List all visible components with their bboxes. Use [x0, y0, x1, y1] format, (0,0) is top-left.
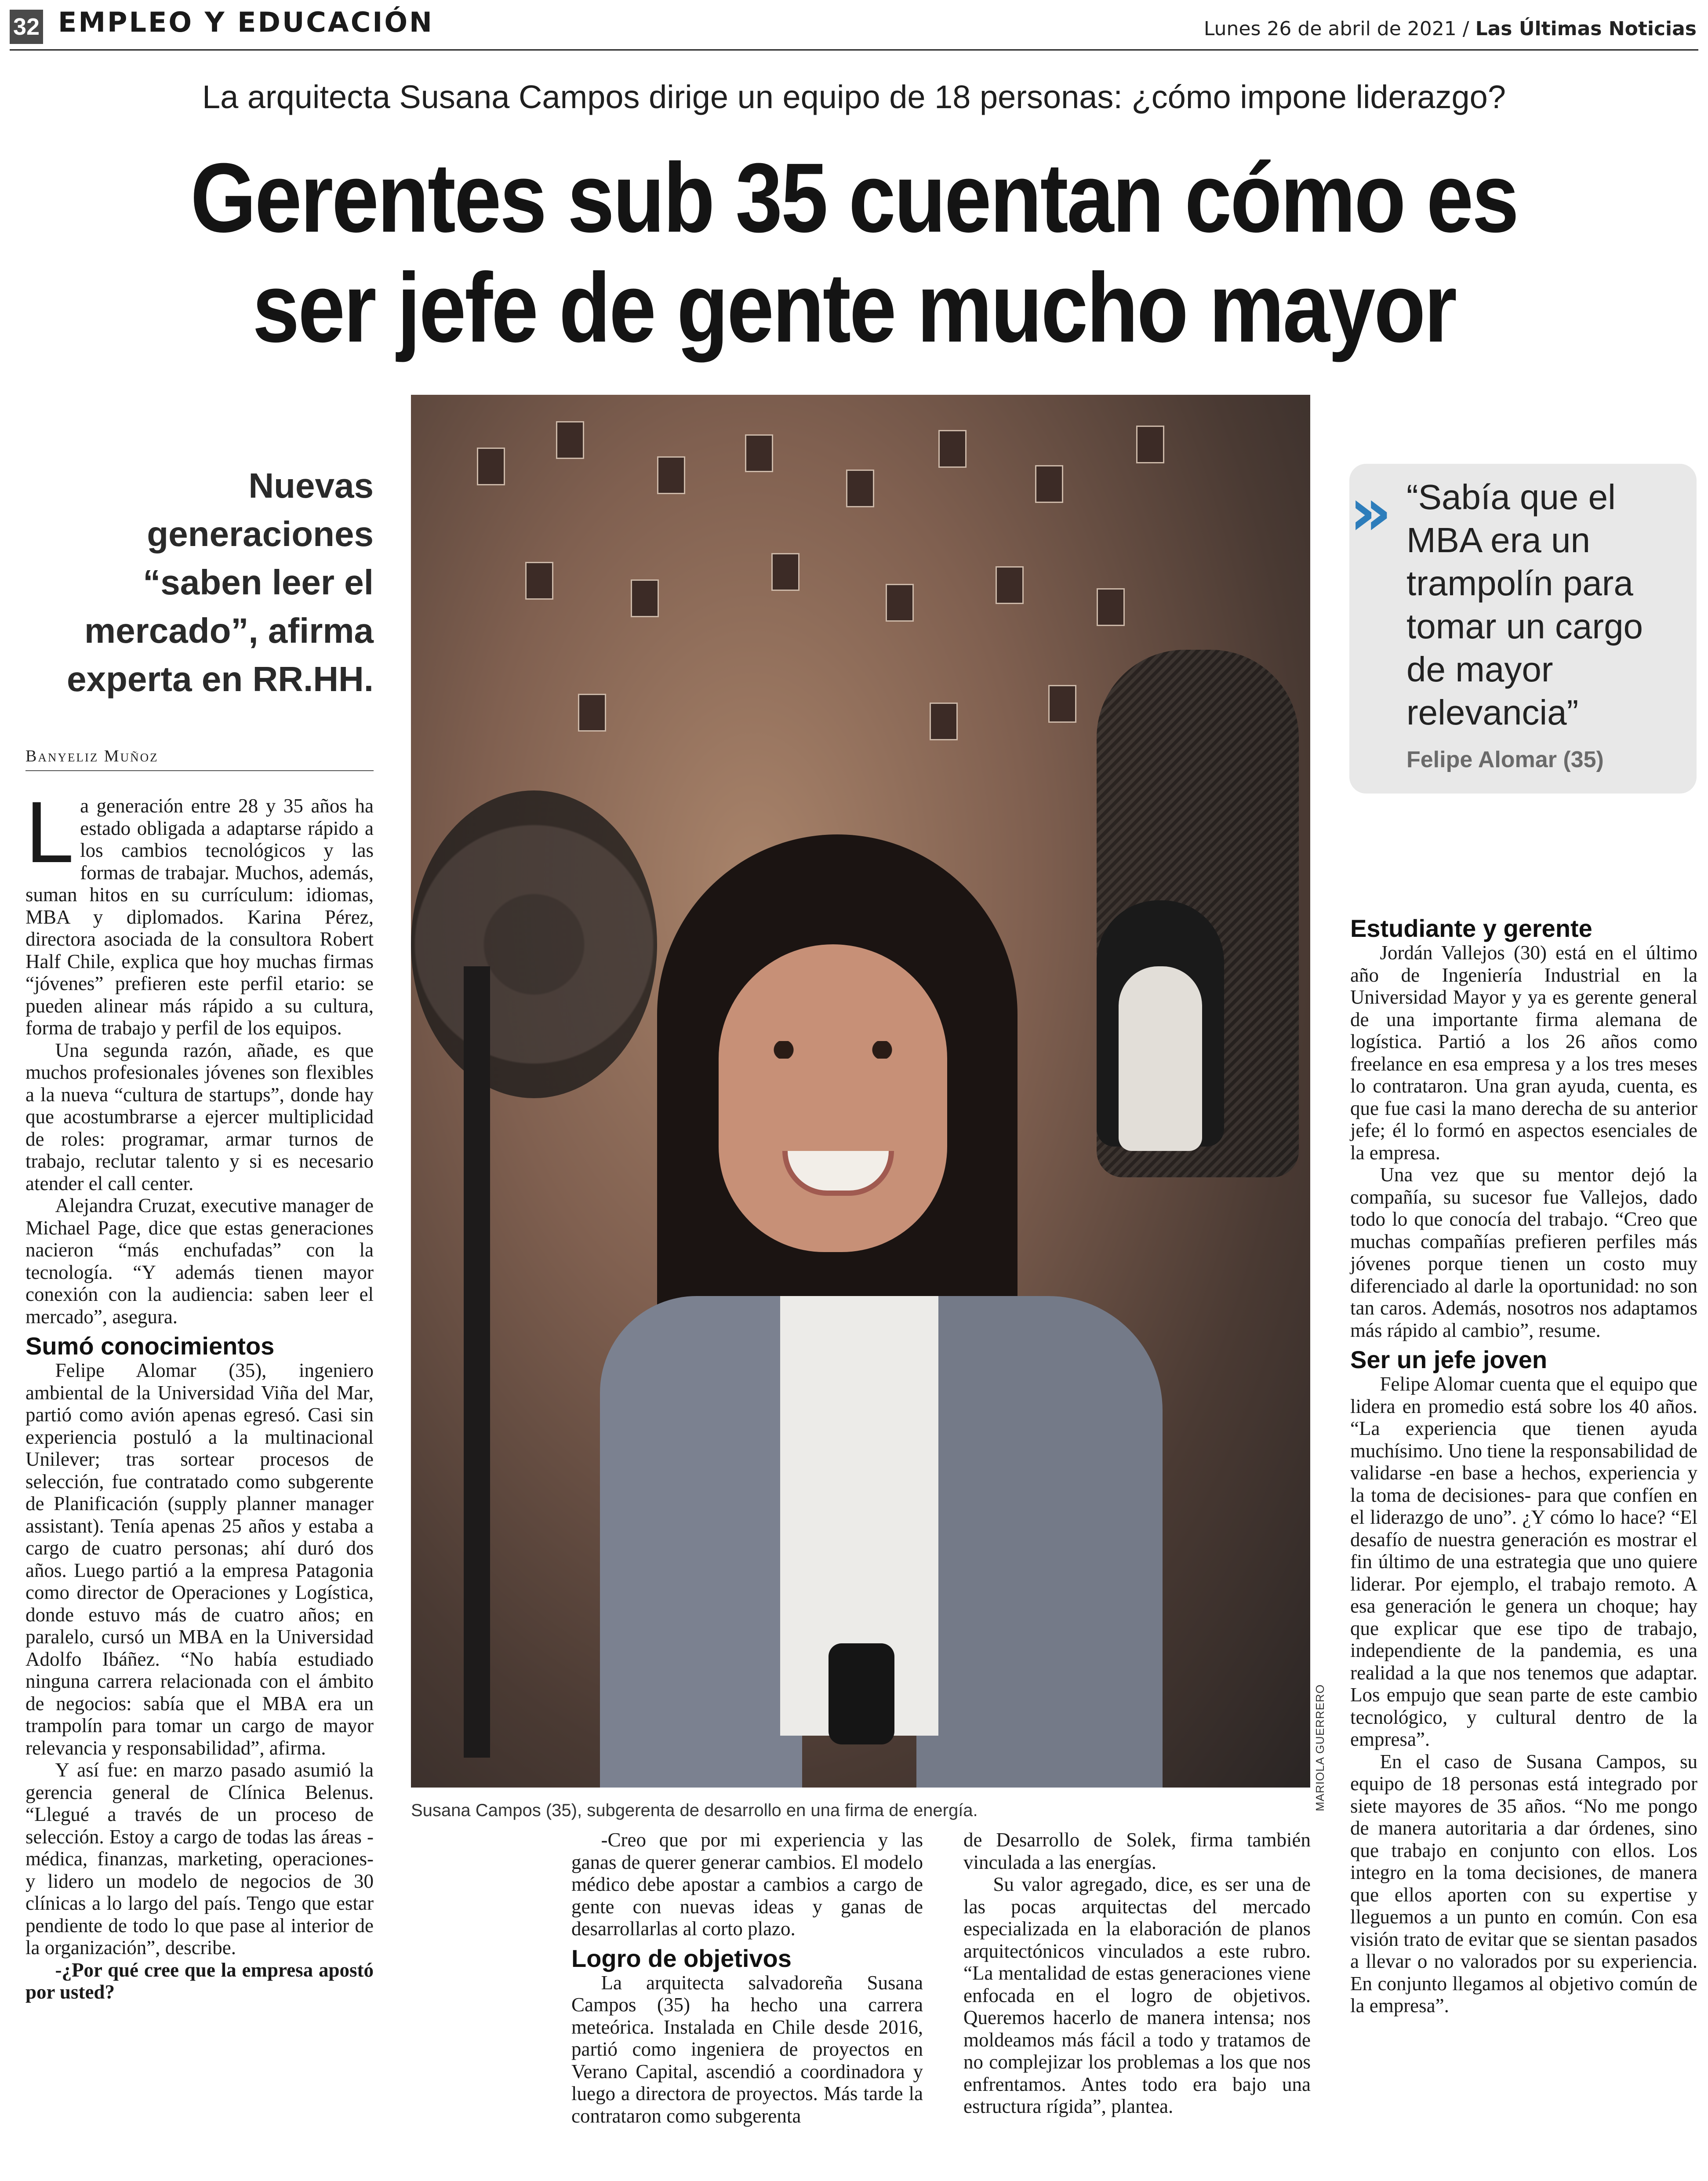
article-column-4: [1350, 910, 1697, 2017]
wall-picture: [556, 421, 584, 459]
article-column-1: [25, 783, 374, 2003]
kicker: La arquitecta Susana Campos dirige un equipo de 18 personas: ¿cómo impone liderazgo?: [202, 79, 1506, 115]
headline: [165, 143, 1543, 363]
paragraph: Felipe Alomar (35), ingeniero ambiental de la Universidad Viña del Mar, partió como avión apenas egresó. Casi sin experiencia postuló a la multinacional Unilever; tras sortear procesos de selección, fue contratado como subgerente de Planificación (supply planner manager assistant). Tenía apenas 25 años y estaba a cargo de cuatro personas; ahí duró dos años. Luego partió a la empresa Patagonia como director de Operaciones y Logística, donde estuvo más de cuatro años; en paralelo, cursó un MBA en la Universidad Adolfo Ibáñez. “No había estudiado ninguna carrera relacionada con el ámbito de negocios: sabía que el MBA era un trampolín para tomar un cargo de mayor relevancia y responsabilidad”, afirma.: [25, 1359, 374, 1759]
section-heading: Sumó conocimientos: [25, 1332, 275, 1360]
paragraph: Felipe Alomar cuenta que el equipo que lidera en promedio está sobre los 40 años. “La experiencia que tienen ayuda muchísimo. Uno tiene la responsabilidad de validarse -en base a hechos, experiencia y la toma de decisiones- para que confíen en el liderazgo de uno”. ¿Y cómo lo hace? “El desafío de nuestra generación es mostrar el fin último de una estrategia que uno quiere liderar. Por ejemplo, el trabajo remoto. A esa generación le genera un choque; hay que explicar que ese tipo de trabajo, independiente de la pandemia, es una realidad a la que nos tenemos que adaptar. Los empujo que sean parte de este cambio tecnológico, y cultural dentro de la empresa”.: [1350, 1373, 1697, 1750]
photo-credit: MARIOLA GUERRERO: [1313, 1684, 1326, 1811]
paragraph: Jordán Vallejos (30) está en el último año de Ingeniería Industrial en la Universidad Mayor y ya es gerente general de una importante firma alemana de logística. Partió a los 26 años como freelance en esa empresa y a los tres meses lo contrataron. Una gran ayuda, cuenta, es que fue casi la mano derecha de su anterior jefe; él lo formó en aspectos esenciales de la empresa.: [1350, 942, 1697, 1164]
blazer-right: [916, 1296, 1163, 1788]
paragraph: La generación entre 28 y 35 años ha estado obligada a adaptarse rápido a los cambios tecnológicos y las formas de trabajar. Muchos, además, suman hitos en su currículum: idiomas, MBA y diplomados. Karina Pérez, directora asociada de la consultora Robert Half Chile, explica que hoy muchas firmas “jóvenes” prefieren este perfil etario: se pueden alinear más rápido a su cultura, forma de trabajo y perfil de los equipos.: [25, 783, 374, 1039]
section-heading: Ser un jefe joven: [1350, 1346, 1548, 1373]
person-eyes: [763, 1041, 903, 1059]
section-title: EMPLEO Y EDUCACIÓN: [58, 6, 434, 38]
paragraph: Una vez que su mentor dejó la compañía, su sucesor fue Vallejos, dado todo lo que conocía del trabajo. “Creo que muchas compañías prefieren perfiles más jóvenes porque tienen un costo muy diferenciado al darle la oportunidad: no son tan caros. Además, nosotros nos adaptamos más rápido al cambio”, resume.: [1350, 1164, 1697, 1341]
wall-picture: [1097, 588, 1125, 626]
blazer-left: [600, 1296, 802, 1788]
person-face: [719, 944, 947, 1252]
wall-picture: [846, 470, 874, 507]
subhead-line-1: Nuevas generaciones: [147, 466, 374, 553]
wall-picture: [525, 562, 553, 600]
wall-picture: [930, 703, 958, 740]
wall-picture: [886, 584, 914, 622]
wristwatch: [829, 1643, 894, 1744]
headline-line-1: Gerentes sub 35 cuentan cómo es: [190, 143, 1518, 253]
paragraph: Alejandra Cruzat, executive manager de Michael Page, dice que estas generaciones nacieron “más enchufadas” con la tecnología. “Y además tienen mayor conexión con la audiencia: saben leer el mercado”, asegura.: [25, 1194, 374, 1328]
portrait-photo: [411, 395, 1310, 1788]
wall-picture: [1035, 465, 1063, 503]
subhead-line-3: mercado”, afirma: [84, 611, 374, 650]
pull-quote-text: “Sabía que el MBA era un trampolín para tomar un cargo de mayor relevancia”: [1406, 477, 1643, 732]
paragraph: Y así fue: en marzo pasado asumió la gerencia general de Clínica Belenus. “Llegué a través de un proceso de selección. Estoy a cargo de todas las áreas -médica, finanzas, marketing, operaciones- y lidero un modelo de negocios de 30 clínicas a lo largo del país. Tengo que estar pendiente de todo lo que pase al interior de la organización”, describe.: [25, 1759, 374, 1959]
date: Lunes 26 de abril de 2021 /: [1203, 18, 1469, 40]
paragraph: Su valor agregado, dice, es ser una de las pocas arquitectas del mercado especializada en la elaboración de planos arquitectónicos vinculados a este rubro. “La mentalidad de estas generaciones viene enfocada en el logro de objetivos. Queremos hacerlo de manera intensa; nos moldeamos más fácil a todo y tratamos de no complejizar los problemas a los que nos enfrentamos. Antes todo era bajo una estructura rígida”, plantea.: [963, 1873, 1311, 2117]
interview-question: -¿Por qué cree que la empresa apostó por usted?: [25, 1959, 374, 2003]
subheadline: [13, 462, 374, 703]
wall-picture: [1048, 685, 1076, 723]
wall-picture: [771, 553, 799, 591]
byline: Banyeliz Muñoz: [25, 747, 159, 765]
quote-chevron-icon: »: [1349, 474, 1392, 550]
paragraph: Una segunda razón, añade, es que muchos profesionales jóvenes son flexibles a la nueva “cultura de startups”, donde hay que acostumbrarse a ejercer multiplicidad de roles: programar, armar turnos de trabajo, reclutar talento y si es necesario atender el call center.: [25, 1039, 374, 1194]
fan-shape: [411, 790, 657, 1098]
photo-caption: Susana Campos (35), subgerenta de desarrollo en una firma de energía.: [411, 1801, 978, 1820]
paragraph: La arquitecta salvadoreña Susana Campos (35) ha hecho una carrera meteórica. Instalada en Chile desde 2016, partió como ingeniera de proyectos en Verano Capital, ascendió a coordinadora y luego a directora de proyectos. Más tarde la contrataron como subgerenta: [571, 1971, 923, 2127]
dateline: [1204, 18, 1697, 40]
lamp-stand: [464, 966, 490, 1758]
paragraph: En el caso de Susana Campos, su equipo de 18 personas está integrado por siete mayores de 35 años. “No me pongo de manera autoritaria a dar órdenes, sino que trabajo en conjunto con ellos. Los integro en la toma decisiones, de manera que ellos aporten con su expertise y lleguemos a un punto en común. Con esa visión trato de evitar que se sientan pasados a llevar o no valorados por su experiencia. En conjunto llegamos al objetivo común de la empresa”.: [1350, 1750, 1697, 2017]
newspaper-name: Las Últimas Noticias: [1475, 18, 1697, 40]
wall-picture: [1136, 426, 1164, 463]
byline-rule: [25, 770, 374, 771]
wall-picture: [996, 566, 1024, 604]
wall-picture: [657, 456, 685, 494]
headline-line-2: ser jefe de gente mucho mayor: [252, 253, 1456, 363]
page-number: 32: [10, 10, 43, 44]
article-column-2: [571, 1829, 923, 2127]
header-rule: [10, 49, 1698, 51]
cat-chest: [1119, 966, 1202, 1151]
paragraph: de Desarrollo de Solek, firma también vinculada a las energías.: [963, 1829, 1311, 1873]
article-column-3: [963, 1829, 1311, 2118]
wall-picture: [631, 579, 659, 617]
section-heading: Logro de objetivos: [571, 1944, 792, 1972]
wall-picture: [745, 434, 773, 472]
paragraph: -Creo que por mi experiencia y las ganas de querer generar cambios. El modelo médico debe apostar a cambios a cargo de gente con nuevas ideas y ganas de desarrollarlas al corto plazo.: [571, 1829, 923, 1940]
pull-quote-author: Felipe Alomar (35): [1406, 747, 1604, 772]
wall-picture: [477, 448, 505, 485]
subhead-line-2: “saben leer el: [143, 563, 374, 602]
wall-picture: [938, 430, 967, 468]
wall-picture: [578, 694, 606, 732]
subhead-line-4: experta en RR.HH.: [67, 659, 374, 699]
section-heading: Estudiante y gerente: [1350, 914, 1592, 942]
drop-cap: L: [25, 783, 74, 881]
